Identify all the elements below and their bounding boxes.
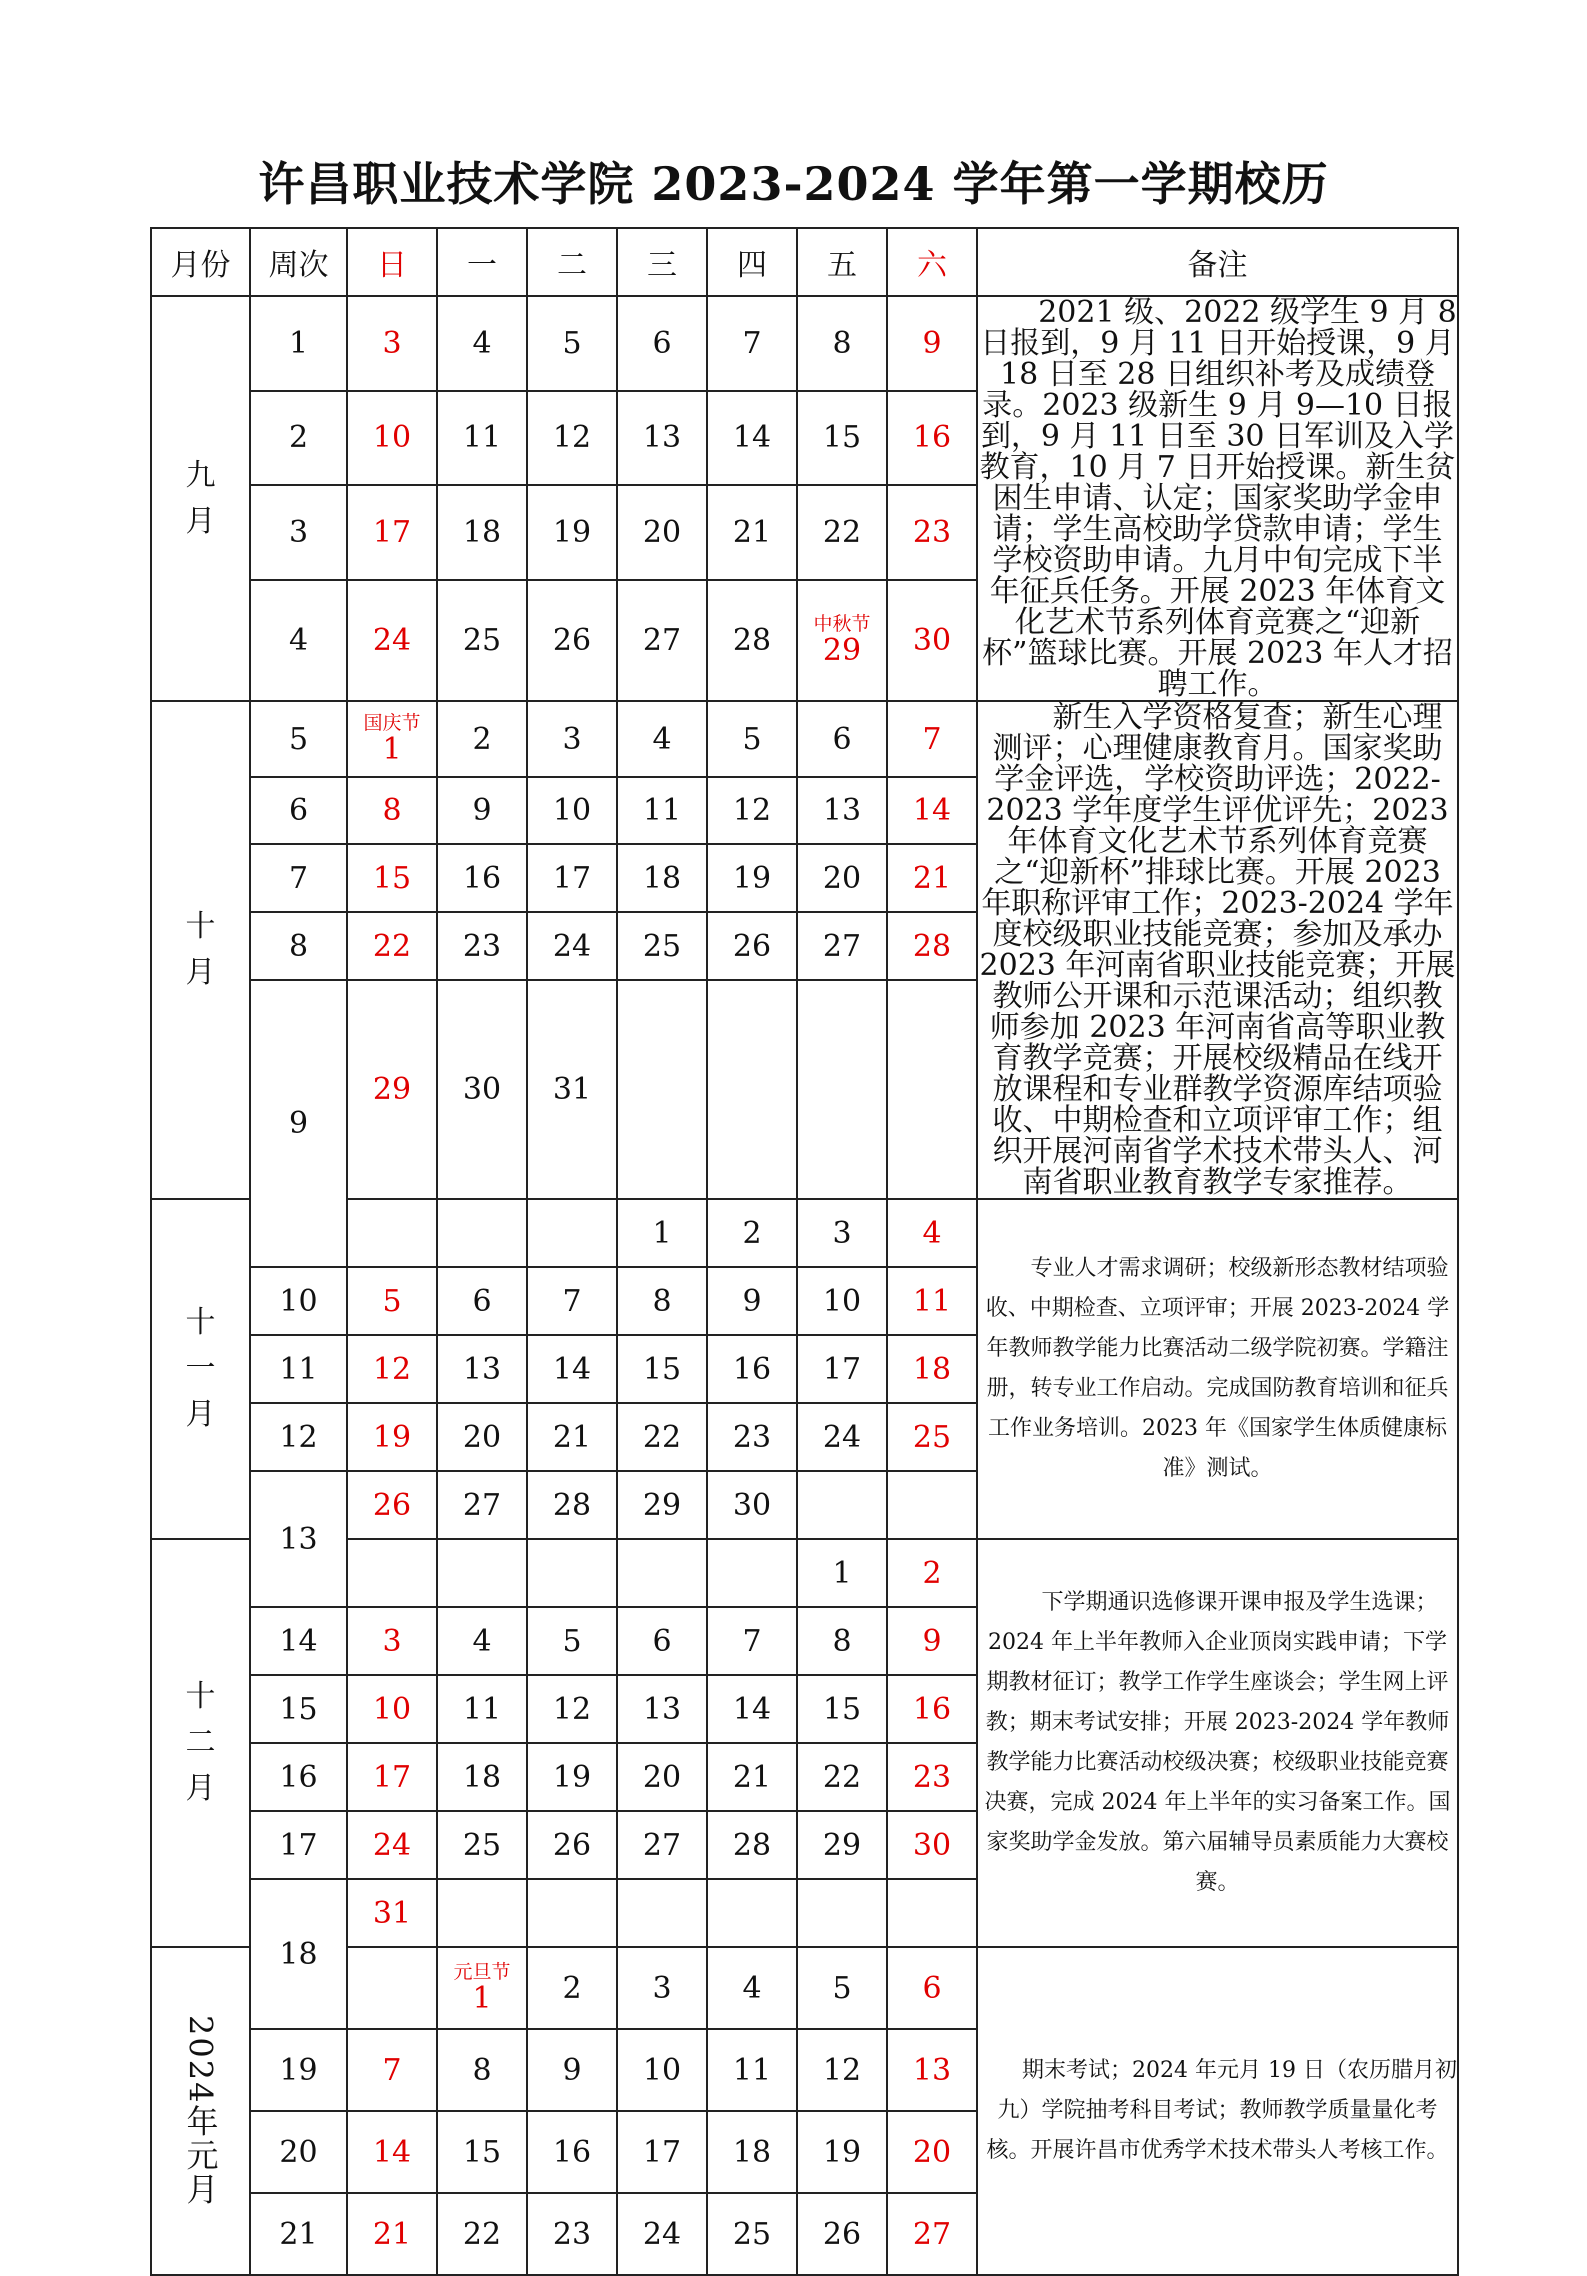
day-cell xyxy=(437,1539,527,1607)
day-cell: 14 xyxy=(707,391,797,486)
day-cell: 1 xyxy=(617,1199,707,1267)
day-cell: 7 xyxy=(707,1607,797,1675)
day-cell xyxy=(617,1539,707,1607)
day-cell: 14 xyxy=(707,1675,797,1743)
day-cell: 5 xyxy=(347,1267,437,1335)
day-cell: 18 xyxy=(887,1335,977,1403)
week-number: 4 xyxy=(250,580,347,701)
day-cell: 26 xyxy=(707,912,797,980)
day-cell: 6 xyxy=(617,296,707,391)
day-cell: 10 xyxy=(347,391,437,486)
day-cell xyxy=(437,1879,527,1947)
day-cell xyxy=(437,1199,527,1267)
day-cell: 17 xyxy=(347,485,437,580)
day-cell: 24 xyxy=(347,580,437,701)
day-cell: 1 xyxy=(797,1539,887,1607)
day-cell: 2 xyxy=(707,1199,797,1267)
week-number: 14 xyxy=(250,1607,347,1675)
day-cell xyxy=(347,1199,437,1267)
month-cell-sep xyxy=(151,296,250,701)
holiday-day: 1 xyxy=(382,732,402,767)
day-cell: 23 xyxy=(527,2193,617,2275)
day-cell xyxy=(887,1471,977,1539)
day-cell: 27 xyxy=(437,1471,527,1539)
day-cell: 28 xyxy=(707,1811,797,1879)
day-cell: 17 xyxy=(527,844,617,912)
day-cell: 15 xyxy=(797,1675,887,1743)
day-cell: 19 xyxy=(347,1403,437,1471)
day-cell: 21 xyxy=(347,2193,437,2275)
day-cell: 11 xyxy=(707,2029,797,2111)
day-cell: 10 xyxy=(617,2029,707,2111)
day-cell: 8 xyxy=(797,1607,887,1675)
month-label-char: 十 xyxy=(185,909,216,944)
day-cell: 7 xyxy=(887,701,977,777)
week-number: 13 xyxy=(250,1471,347,1607)
day-cell: 28 xyxy=(707,580,797,701)
day-cell: 28 xyxy=(887,912,977,980)
day-cell: 24 xyxy=(527,912,617,980)
day-cell xyxy=(527,1199,617,1267)
day-cell xyxy=(797,980,887,1199)
month-cell-oct xyxy=(151,701,250,1199)
day-cell xyxy=(797,1879,887,1947)
day-cell: 14 xyxy=(347,2111,437,2193)
day-cell: 25 xyxy=(617,912,707,980)
day-cell: 21 xyxy=(707,485,797,580)
holiday-name: 元旦节 xyxy=(453,1961,511,1983)
day-cell: 15 xyxy=(347,844,437,912)
day-cell: 18 xyxy=(437,1743,527,1811)
day-cell: 27 xyxy=(617,1811,707,1879)
day-cell: 16 xyxy=(527,2111,617,2193)
day-cell: 13 xyxy=(617,391,707,486)
day-cell: 29 xyxy=(797,1811,887,1879)
day-cell xyxy=(797,1471,887,1539)
day-cell: 31 xyxy=(527,980,617,1199)
day-cell: 26 xyxy=(527,580,617,701)
day-cell: 14 xyxy=(887,777,977,844)
day-cell: 12 xyxy=(347,1335,437,1403)
day-cell: 12 xyxy=(797,2029,887,2111)
day-cell: 20 xyxy=(797,844,887,912)
day-cell: 8 xyxy=(347,777,437,844)
day-cell: 16 xyxy=(887,1675,977,1743)
day-cell: 27 xyxy=(617,580,707,701)
day-cell: 3 xyxy=(617,1947,707,2029)
day-cell: 15 xyxy=(797,391,887,486)
day-cell: 26 xyxy=(347,1471,437,1539)
day-cell: 4 xyxy=(437,1607,527,1675)
day-cell xyxy=(707,1879,797,1947)
day-cell: 23 xyxy=(887,1743,977,1811)
week-number: 8 xyxy=(250,912,347,980)
day-cell: 17 xyxy=(797,1335,887,1403)
day-cell: 11 xyxy=(887,1267,977,1335)
day-cell: 4 xyxy=(437,296,527,391)
day-cell: 9 xyxy=(437,777,527,844)
day-cell: 31 xyxy=(347,1879,437,1947)
day-cell: 27 xyxy=(887,2193,977,2275)
week-number: 11 xyxy=(250,1335,347,1403)
month-cell-jan xyxy=(151,1947,250,2275)
day-cell: 20 xyxy=(617,1743,707,1811)
header-day-tue: 二 xyxy=(527,228,617,296)
day-cell: 16 xyxy=(437,844,527,912)
day-cell: 27 xyxy=(797,912,887,980)
day-cell: 3 xyxy=(347,296,437,391)
header-day-mon: 一 xyxy=(437,228,527,296)
day-cell: 10 xyxy=(797,1267,887,1335)
month-label-char: 二 xyxy=(185,1725,216,1760)
header-day-sat: 六 xyxy=(887,228,977,296)
month-cell-dec xyxy=(151,1539,250,1947)
week-number: 17 xyxy=(250,1811,347,1879)
calendar-table xyxy=(150,227,1459,2276)
day-cell: 28 xyxy=(527,1471,617,1539)
day-cell: 18 xyxy=(437,485,527,580)
week-number: 7 xyxy=(250,844,347,912)
month-label-char: 月 xyxy=(185,1771,216,1806)
day-cell xyxy=(887,980,977,1199)
day-cell: 2 xyxy=(527,1947,617,2029)
calendar-row xyxy=(151,1199,1458,1267)
header-month: 月份 xyxy=(151,228,250,296)
month-label-char: 九 xyxy=(185,457,216,493)
day-cell: 15 xyxy=(437,2111,527,2193)
calendar-row xyxy=(151,1539,1458,1607)
day-cell: 26 xyxy=(797,2193,887,2275)
day-cell: 21 xyxy=(707,1743,797,1811)
header-day-fri: 五 xyxy=(797,228,887,296)
day-cell: 13 xyxy=(887,2029,977,2111)
day-cell: 15 xyxy=(617,1335,707,1403)
day-cell xyxy=(887,1879,977,1947)
day-cell: 29 xyxy=(617,1471,707,1539)
week-number: 20 xyxy=(250,2111,347,2193)
holiday-name: 中秋节 xyxy=(813,613,871,636)
week-number: 12 xyxy=(250,1403,347,1471)
page-title: 许昌职业技术学院 2023-2024 学年第一学期校历 xyxy=(258,157,1329,211)
day-cell: 30 xyxy=(437,980,527,1199)
day-cell: 9 xyxy=(887,296,977,391)
day-cell: 2 xyxy=(887,1539,977,1607)
day-cell: 21 xyxy=(887,844,977,912)
day-cell: 22 xyxy=(347,912,437,980)
notes-jan: 期末考试；2024 年元月 19 日（农历腊月初九）学院抽考科目考试；教师教学质量量化考核。开展许昌市优秀学术技术带头人考核工作。 xyxy=(977,1947,1458,2275)
day-cell: 20 xyxy=(617,485,707,580)
day-cell: 13 xyxy=(437,1335,527,1403)
month-label-char: 月 xyxy=(185,1397,216,1432)
day-cell: 30 xyxy=(887,1811,977,1879)
day-cell: 23 xyxy=(707,1403,797,1471)
day-cell: 6 xyxy=(617,1607,707,1675)
day-cell: 11 xyxy=(437,391,527,486)
week-number: 21 xyxy=(250,2193,347,2275)
day-cell xyxy=(347,1947,437,2029)
day-cell: 26 xyxy=(527,1811,617,1879)
day-cell xyxy=(527,1879,617,1947)
day-cell xyxy=(347,1539,437,1607)
day-cell: 10 xyxy=(347,1675,437,1743)
day-cell: 24 xyxy=(617,2193,707,2275)
day-cell: 9 xyxy=(527,2029,617,2111)
header-notes: 备注 xyxy=(977,228,1458,296)
day-cell: 25 xyxy=(437,1811,527,1879)
day-cell: 12 xyxy=(707,777,797,844)
day-cell: 3 xyxy=(347,1607,437,1675)
day-cell: 2 xyxy=(437,701,527,777)
week-number: 9 xyxy=(250,980,347,1267)
day-cell: 25 xyxy=(707,2193,797,2275)
day-cell: 7 xyxy=(527,1267,617,1335)
week-number: 19 xyxy=(250,2029,347,2111)
day-cell: 11 xyxy=(437,1675,527,1743)
day-cell: 13 xyxy=(617,1675,707,1743)
holiday-name: 国庆节 xyxy=(363,712,421,734)
notes-dec: 下学期通识选修课开课申报及学生选课；2024 年上半年教师入企业顶岗实践申请；下学期教材征订；教学工作学生座谈会；学生网上评教；期末考试安排；开展 2023-2024 学年教师教学能力比赛活动校级决赛；校级职业技能竞赛决赛，完成 2024 年上半年的实习备案工作。国家奖助学金发放。第六届辅导员素质能力大赛校赛。 xyxy=(977,1539,1458,1947)
week-number: 2 xyxy=(250,391,347,486)
day-cell: 8 xyxy=(797,296,887,391)
day-cell: 20 xyxy=(437,1403,527,1471)
notes-oct: 新生入学资格复查；新生心理测评；心理健康教育月。国家奖助学金评选，学校资助评选；2022-2023 学年度学生评优评先；2023 年体育文化艺术节系列体育竞赛之“迎新杯”排球比赛。开展 2023 年职称评审工作；2023-2024 学年度校级职业技能竞赛；参加及承办 2023 年河南省职业技能竞赛；开展教师公开课和示范课活动；组织教师参加 2023 年河南省高等职业教育教学竞赛；开展校级精品在线开放课程和专业群教学资源库结项验收、中期检查和立项评审工作；组织开展河南省学术技术带头人、河南省职业教育教学专家推荐。 xyxy=(977,701,1458,1199)
week-number: 18 xyxy=(250,1879,347,2029)
day-cell: 6 xyxy=(887,1947,977,2029)
day-cell xyxy=(707,980,797,1199)
day-cell: 19 xyxy=(527,485,617,580)
day-cell: 22 xyxy=(617,1403,707,1471)
day-cell: 8 xyxy=(617,1267,707,1335)
header-day-sun: 日 xyxy=(347,228,437,296)
day-cell: 22 xyxy=(797,485,887,580)
day-cell: 19 xyxy=(797,2111,887,2193)
month-label: 2024年元月 xyxy=(181,2015,220,2207)
day-cell: 11 xyxy=(617,777,707,844)
notes-sep: 2021 级、2022 级学生 9 月 8 日报到，9 月 11 日开始授课，9 月 18 日至 28 日组织补考及成绩登录。2023 级新生 9 月 9—10 日报到，9 月 11 日至 30 日军训及入学教育，10 月 7 日开始授课。新生贫困生申请、认定；国家奖助学金申请；学生高校助学贷款申请；学生学校资助申请。九月中旬完成下半年征兵任务。开展 2023 年体育文化艺术节系列体育竞赛之“迎新杯”篮球比赛。开展 2023 年人才招聘工作。 xyxy=(977,296,1458,701)
header-row xyxy=(151,228,1458,296)
day-cell: 4 xyxy=(707,1947,797,2029)
day-cell: 4 xyxy=(887,1199,977,1267)
day-cell: 5 xyxy=(707,701,797,777)
calendar-row xyxy=(151,1947,1458,2029)
day-cell: 23 xyxy=(437,912,527,980)
month-cell-nov xyxy=(151,1199,250,1539)
day-cell: 24 xyxy=(797,1403,887,1471)
day-cell: 7 xyxy=(707,296,797,391)
day-cell: 21 xyxy=(527,1403,617,1471)
day-cell: 18 xyxy=(707,2111,797,2193)
day-cell xyxy=(617,1879,707,1947)
day-cell: 7 xyxy=(347,2029,437,2111)
week-number: 3 xyxy=(250,485,347,580)
header-week: 周次 xyxy=(250,228,347,296)
day-cell: 18 xyxy=(617,844,707,912)
day-cell: 12 xyxy=(527,391,617,486)
day-cell: 14 xyxy=(527,1335,617,1403)
holiday-cell-midautumn xyxy=(797,580,887,701)
day-cell: 6 xyxy=(437,1267,527,1335)
day-cell xyxy=(617,980,707,1199)
day-cell: 4 xyxy=(617,701,707,777)
day-cell: 19 xyxy=(527,1743,617,1811)
header-day-thu: 四 xyxy=(707,228,797,296)
day-cell: 29 xyxy=(347,980,437,1199)
day-cell: 22 xyxy=(437,2193,527,2275)
day-cell: 5 xyxy=(527,1607,617,1675)
day-cell: 13 xyxy=(797,777,887,844)
week-number: 1 xyxy=(250,296,347,391)
month-label-char: 月 xyxy=(185,955,216,990)
week-number: 6 xyxy=(250,777,347,844)
calendar-row xyxy=(151,296,1458,391)
day-cell: 22 xyxy=(797,1743,887,1811)
day-cell: 16 xyxy=(887,391,977,486)
day-cell xyxy=(527,1539,617,1607)
day-cell: 9 xyxy=(887,1607,977,1675)
week-number: 16 xyxy=(250,1743,347,1811)
day-cell: 5 xyxy=(527,296,617,391)
holiday-day: 1 xyxy=(472,1981,492,2016)
day-cell: 25 xyxy=(437,580,527,701)
day-cell: 3 xyxy=(527,701,617,777)
day-cell: 30 xyxy=(887,580,977,701)
day-cell: 16 xyxy=(707,1335,797,1403)
day-cell: 6 xyxy=(797,701,887,777)
week-number: 10 xyxy=(250,1267,347,1335)
day-cell: 9 xyxy=(707,1267,797,1335)
calendar-row xyxy=(151,701,1458,777)
notes-nov: 专业人才需求调研；校级新形态教材结项验收、中期检查、立项评审；开展 2023-2024 学年教师教学能力比赛活动二级学院初赛。学籍注册，转专业工作启动。完成国防教育培训和征兵工作业务培训。2023 年《国家学生体质健康标准》测试。 xyxy=(977,1199,1458,1539)
day-cell xyxy=(707,1539,797,1607)
day-cell: 3 xyxy=(797,1199,887,1267)
day-cell: 25 xyxy=(887,1403,977,1471)
day-cell: 20 xyxy=(887,2111,977,2193)
week-number: 15 xyxy=(250,1675,347,1743)
day-cell: 17 xyxy=(617,2111,707,2193)
day-cell: 17 xyxy=(347,1743,437,1811)
month-label-char: 月 xyxy=(185,503,216,539)
day-cell: 8 xyxy=(437,2029,527,2111)
day-cell: 19 xyxy=(707,844,797,912)
month-label-char: 十 xyxy=(185,1305,216,1340)
month-label-char: 十 xyxy=(185,1679,216,1714)
day-cell: 12 xyxy=(527,1675,617,1743)
holiday-day: 29 xyxy=(822,633,862,669)
month-label-char: 一 xyxy=(185,1351,216,1386)
holiday-cell-newyear xyxy=(437,1947,527,2029)
holiday-cell-national xyxy=(347,701,437,777)
day-cell: 23 xyxy=(887,485,977,580)
day-cell: 30 xyxy=(707,1471,797,1539)
day-cell: 10 xyxy=(527,777,617,844)
week-number: 5 xyxy=(250,701,347,777)
day-cell: 5 xyxy=(797,1947,887,2029)
day-cell: 24 xyxy=(347,1811,437,1879)
header-day-wed: 三 xyxy=(617,228,707,296)
